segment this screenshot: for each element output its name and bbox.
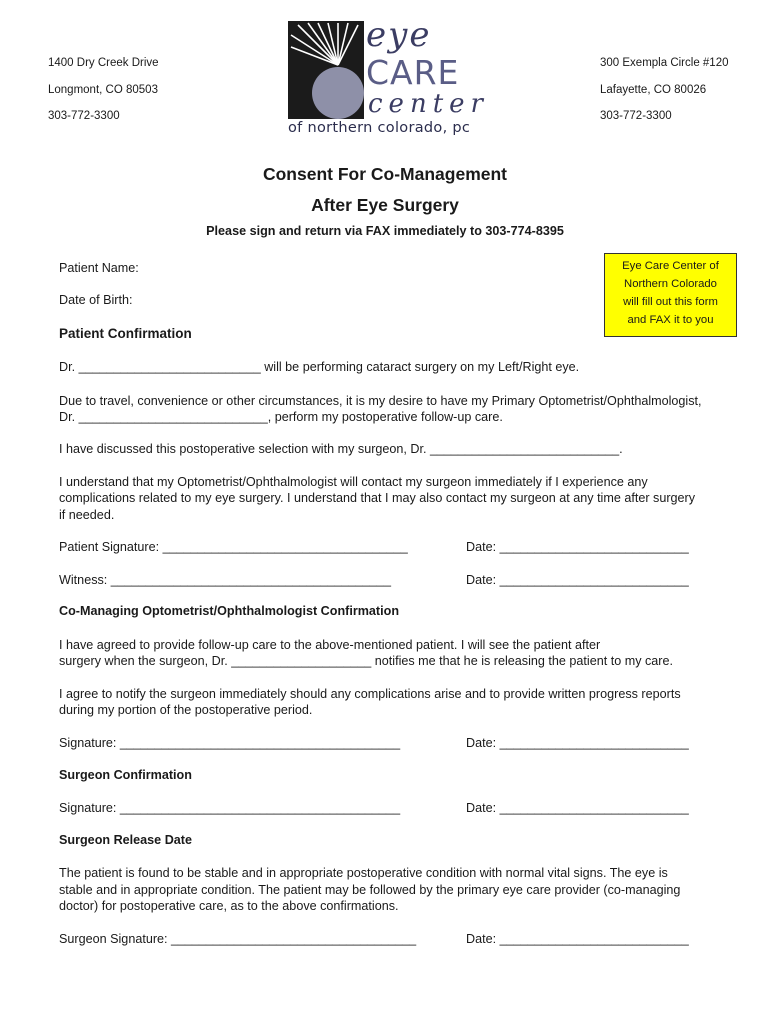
comanaging-heading: Co-Managing Optometrist/Ophthalmologist Confirmation <box>59 604 400 618</box>
patient-name-label[interactable]: Patient Name: <box>59 261 139 275</box>
right-address-city: Lafayette, CO 80026 <box>600 84 707 96</box>
eye-care-center-logo <box>288 15 489 141</box>
witness-date-field[interactable]: Date: ___________________________ <box>466 573 689 587</box>
understanding-line3: if needed. <box>59 508 115 522</box>
date-of-birth-label[interactable]: Date of Birth: <box>59 293 133 307</box>
right-address-street: 300 Exempla Circle #120 <box>600 57 729 69</box>
form-title-line1: Consent For Co-Management <box>262 164 508 184</box>
comanaging-signature-field[interactable]: Signature: ________________________________________ <box>59 736 401 750</box>
fax-instruction: Please sign and return via FAX immediately to 303-774-8395 <box>206 224 564 238</box>
comanaging-date-field[interactable]: Date: ___________________________ <box>466 736 689 750</box>
surgeon-release-heading: Surgeon Release Date <box>59 833 192 847</box>
logo-text-center: center <box>368 89 489 119</box>
left-address-phone: 303-772-3300 <box>48 110 120 122</box>
release-surgeon-signature-field[interactable]: Surgeon Signature: ___________________________________ <box>59 932 417 946</box>
surgeon-date-field[interactable]: Date: ___________________________ <box>466 801 689 815</box>
surgeon-confirmation-heading: Surgeon Confirmation <box>59 768 192 782</box>
note-line: Eye Care Center of <box>622 260 719 272</box>
release-statement-line1: The patient is found to be stable and in appropriate postoperative condition with normal vital signs. The eye is <box>59 866 668 880</box>
release-date-field[interactable]: Date: ___________________________ <box>466 932 689 946</box>
patient-signature-date-field[interactable]: Date: ___________________________ <box>466 540 689 554</box>
patient-signature-field[interactable]: Patient Signature: ___________________________________ <box>59 540 408 554</box>
release-statement-line2: stable and in appropriate condition. The patient may be followed by the primary eye care provider (co-managing <box>59 883 681 897</box>
understanding-line1: I understand that my Optometrist/Ophthalmologist will contact my surgeon immediately if I experience any <box>59 475 648 489</box>
eye-rays-logo-icon <box>288 21 364 119</box>
logo-tagline: of northern colorado, pc <box>288 120 471 136</box>
left-address-street: 1400 Dry Creek Drive <box>48 57 159 69</box>
comanaging-notify-line2: during my portion of the postoperative period. <box>59 703 313 717</box>
witness-field[interactable]: Witness: ________________________________________ <box>59 573 391 587</box>
postop-preference-line1: Due to travel, convenience or other circumstances, it is my desire to have my Primary Optometrist/Ophthalmologist, <box>59 394 702 408</box>
logo-text-eye: eye <box>366 15 432 55</box>
surgeon-statement[interactable]: Dr. __________________________ will be performing cataract surgery on my Left/Right eye. <box>59 360 580 374</box>
patient-confirmation-heading: Patient Confirmation <box>59 326 192 341</box>
surgeon-signature-field[interactable]: Signature: ________________________________________ <box>59 801 401 815</box>
release-statement-line3: doctor) for postoperative care, as to the above confirmations. <box>59 899 399 913</box>
understanding-line2: complications related to my eye surgery. I understand that I may also contact my surgeon at any time after surgery <box>59 491 696 505</box>
postop-preference-line2[interactable]: Dr. ___________________________, perform my postoperative follow-up care. <box>59 410 503 424</box>
logo-text-care: CARE <box>366 53 460 92</box>
form-title-line2: After Eye Surgery <box>311 195 459 215</box>
comanaging-agreement-line1: I have agreed to provide follow-up care to the above-mentioned patient. I will see the patient after <box>59 638 601 652</box>
discussed-selection[interactable]: I have discussed this postoperative selection with my surgeon, Dr. ___________________________. <box>59 442 623 456</box>
comanaging-notify-line1: I agree to notify the surgeon immediately should any complications arise and to provide written progress reports <box>59 687 681 701</box>
right-address-phone: 303-772-3300 <box>600 110 672 122</box>
comanaging-agreement-line2[interactable]: surgery when the surgeon, Dr. ____________________ notifies me that he is releasing the patient to my care. <box>59 654 673 668</box>
note-line: and FAX it to you <box>627 314 714 326</box>
note-line: will fill out this form <box>623 296 718 308</box>
left-address-city: Longmont, CO 80503 <box>48 84 158 96</box>
note-line: Northern Colorado <box>624 278 717 290</box>
office-note-box <box>604 253 737 337</box>
